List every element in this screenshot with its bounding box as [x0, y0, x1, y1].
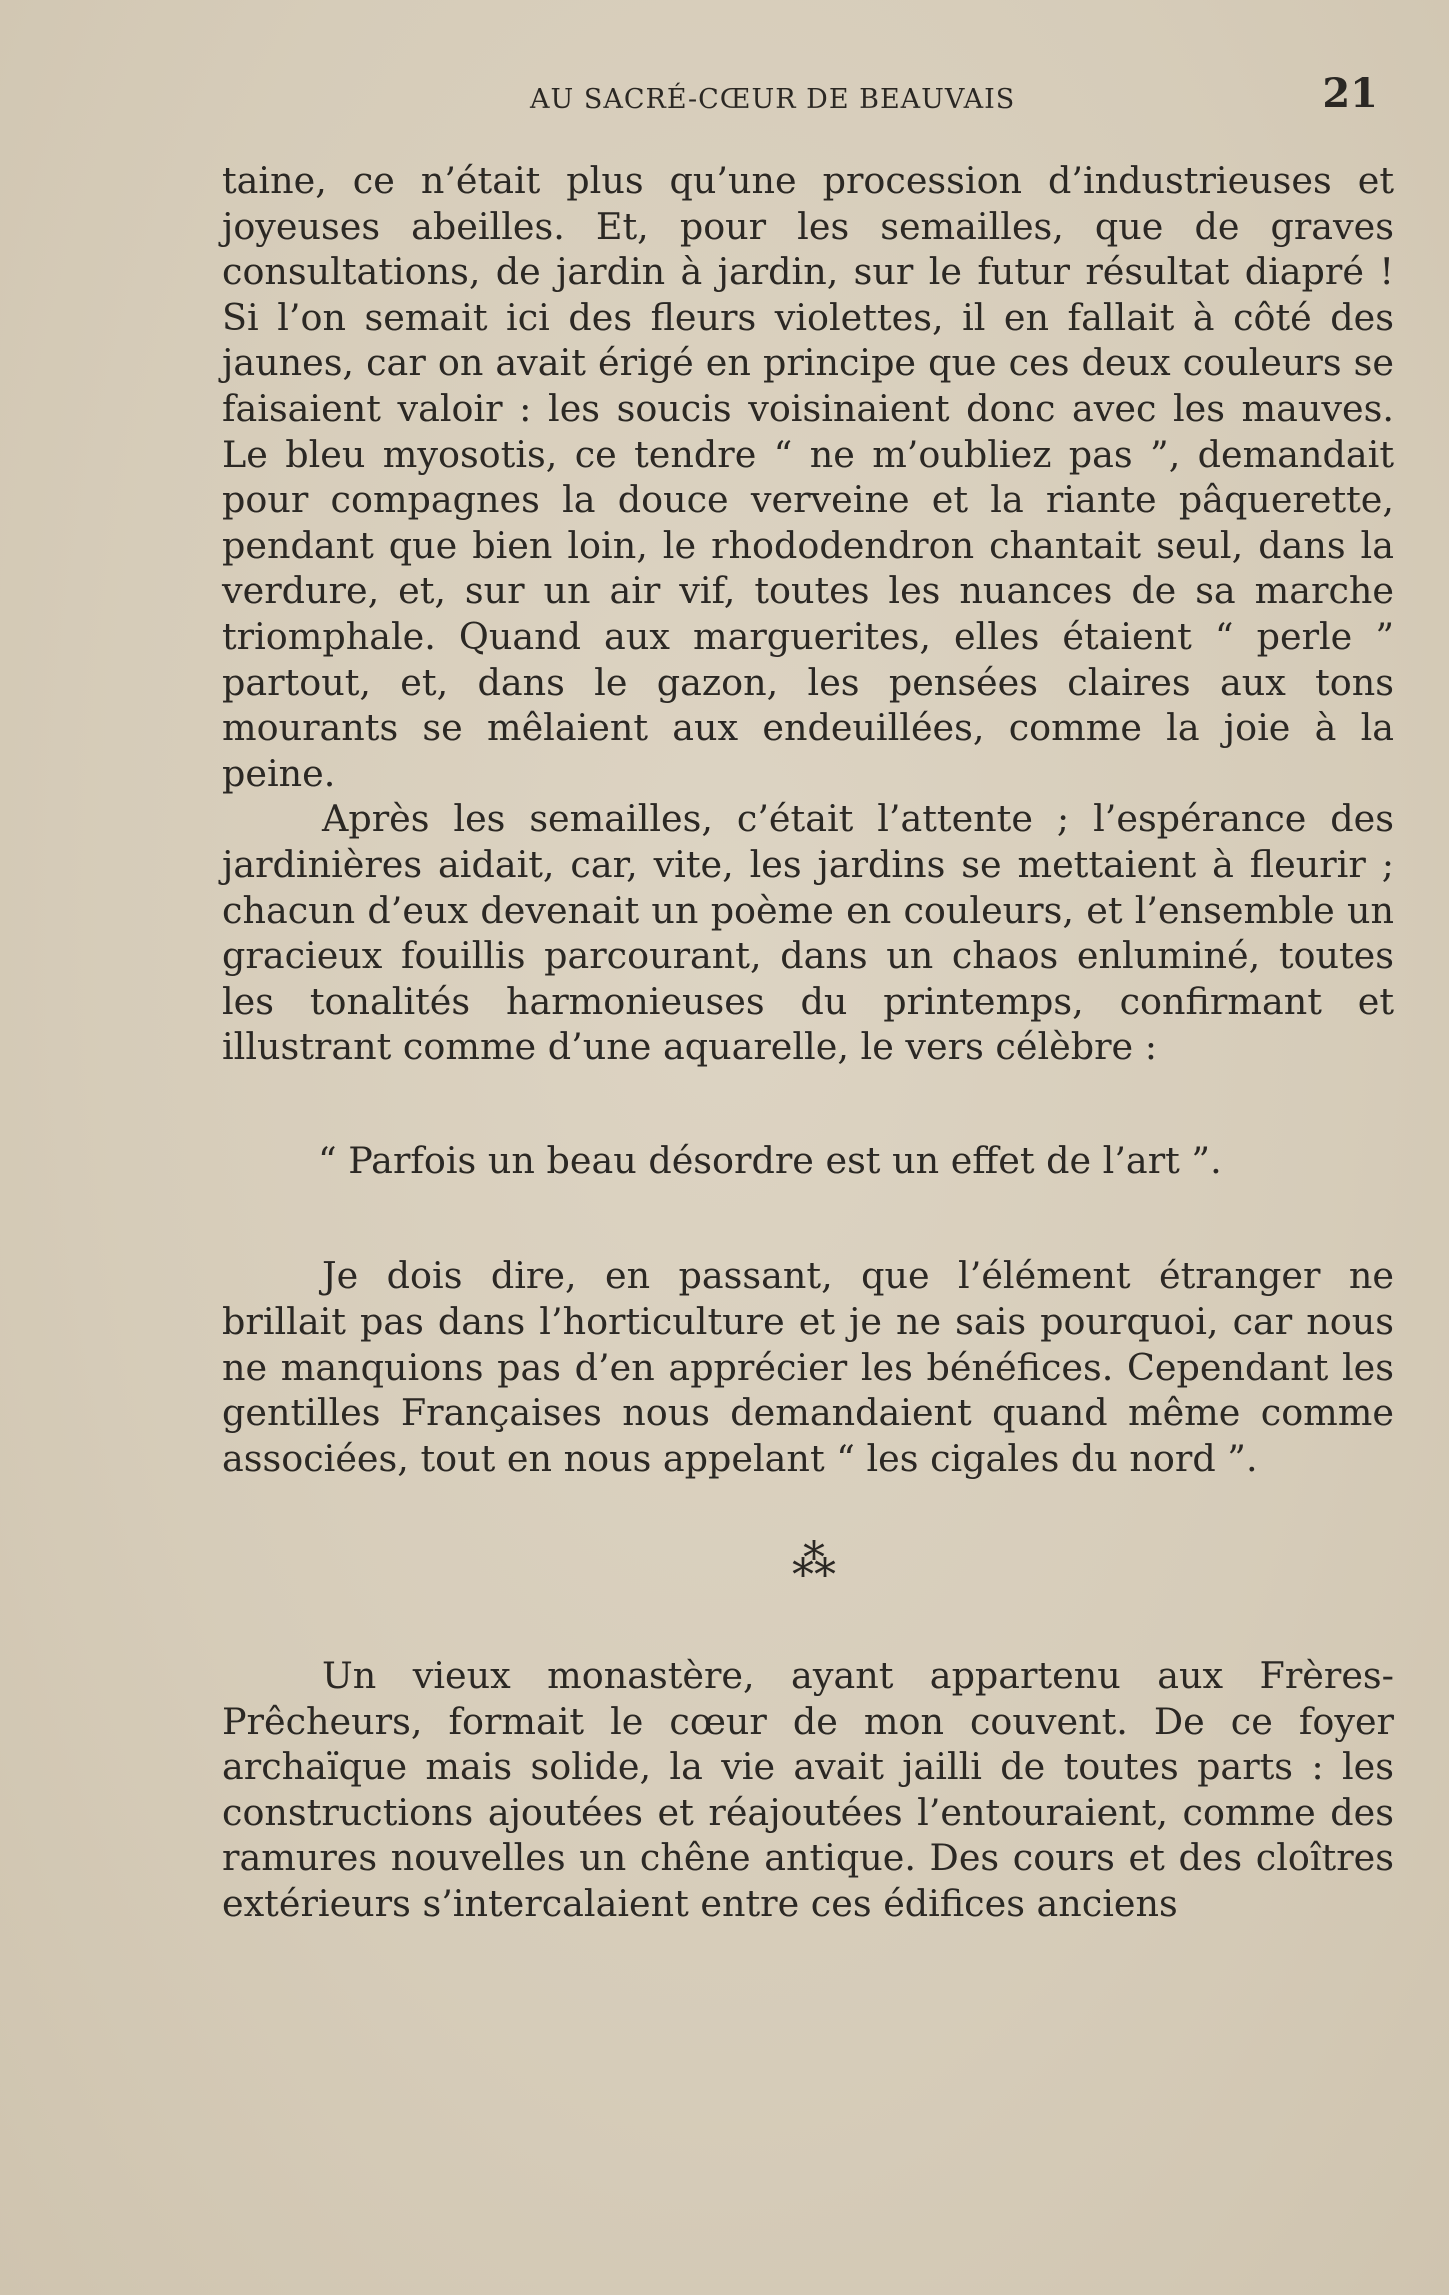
- section-separator: ⁂: [792, 1536, 834, 1588]
- paragraph-1: taine, ce n’était plus qu’une procession d’industrieuses et joyeuses abeilles. Et, pour les semailles, que de graves consultations, de jardin à jardin, sur le futur résultat diapré ! Si l’on semait ici des fleurs violettes, il en fallait à côté des jaunes, car on avait érigé en principe que ces deux couleurs se faisaient valoir : les soucis voisinaient donc avec les mauves. Le bleu myosotis, ce tendre “ ne m’oubliez pas ”, demandait pour compagnes la douce verveine et la riante pâquerette, pendant que bien loin, le rhododendron chantait seul, dans la verdure, et, sur un air vif, toutes les nuances de sa marche triomphale. Quand aux marguerites, elles étaient “ perle ” partout, et, dans le gazon, les pensées claires aux tons mourants se mêlaient aux endeuillées, comme la joie à la peine.: [222, 159, 1394, 795]
- verse-quote: “ Parfois un beau désordre est un effet de l’art ”.: [318, 1138, 1222, 1182]
- paragraph-3: Je dois dire, en passant, que l’élément étranger ne brillait pas dans l’horticulture et je ne sais pourquoi, car nous ne manquions pas d’en apprécier les bénéfices. Cependant les gentilles Françaises nous demandaient quand même comme associées, tout en nous appelant “ les cigales du nord ”.: [222, 1254, 1394, 1480]
- running-title: AU SACRÉ-CŒUR DE BEAUVAIS: [530, 84, 1016, 115]
- paragraph-2: Après les semailles, c’était l’attente ; l’espérance des jardinières aidait, car, vite, les jardins se mettaient à fleurir ; chacun d’eux devenait un poème en couleurs, et l’ensemble un gracieux fouillis parcourant, dans un chaos enluminé, toutes les tonalités harmonieuses du printemps, confirmant et illustrant comme d’une aquarelle, le vers célèbre :: [222, 797, 1394, 1069]
- body-text: [222, 158, 1394, 1927]
- page-header: [220, 70, 1390, 130]
- paragraph-4: Un vieux monastère, ayant appartenu aux Frères-Prêcheurs, formait le cœur de mon couvent. De ce foyer archaïque mais solide, la vie avait jailli de toutes parts : les constructions ajoutées et réajoutées l’entouraient, comme des ramures nouvelles un chêne antique. Des cours et des cloîtres extérieurs s’intercalaient entre ces édifices anciens: [222, 1654, 1394, 1925]
- page-number: 21: [1322, 70, 1378, 117]
